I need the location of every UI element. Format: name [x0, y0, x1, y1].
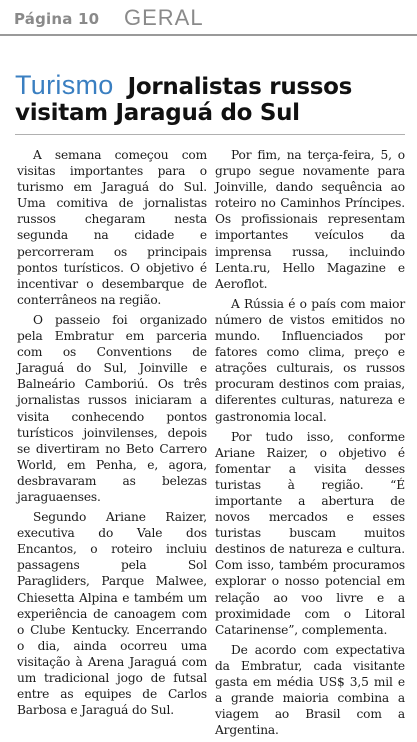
paragraph: Por fim, na terça-feira, 5, o grupo segue novamente para Joinville, dando sequência ao roteiro no Caminhos Príncipes. Os profissionais representam importantes veículos da imprensa russa, incluindo Lenta.ru, Hello Magazine e Aeroflot.	[215, 148, 405, 291]
article-title-line-1: Jornalistas russos	[127, 74, 353, 100]
article-title-line-2: visitam Jaraguá do Sul	[15, 100, 300, 126]
article-kicker: Turismo	[15, 70, 114, 100]
article-column-left	[17, 147, 207, 722]
page-number: Página 10	[14, 10, 100, 28]
article-column-right	[215, 147, 405, 742]
section-name: GERAL	[124, 5, 204, 30]
paragraph: De acordo com expectativa da Embratur, cada visitante gasta em média US$ 3,5 mil e a grande maioria combina a viagem ao Brasil com a Argentina.	[215, 642, 405, 738]
paragraph: O passeio foi organizado pela Embratur em parceria com os Conventions de Jaraguá do Sul, Joinville e Balneário Camboriú. Os três jornalistas russos iniciaram a visita conhecendo pontos turísticos joinvilenses, depois se divertiram no Beto Carrero World, em Penha, e, agora, desbravaram as belezas jaraguaenses.	[17, 312, 207, 504]
page-header	[0, 0, 417, 40]
paragraph: Por tudo isso, conforme Ariane Raizer, o objetivo é fomentar a visita desses turistas à região. “É importante a abertura de novos mercados e esses turistas buscam muitos destinos de natureza e cultura. Com isso, também procuramos explorar o nosso potencial em relação ao voo livre e a proximidade com o Litoral Catarinense”, complementa.	[215, 429, 405, 637]
header-divider	[0, 34, 417, 36]
paragraph: Segundo Ariane Raizer, executiva do Vale dos Encantos, o roteiro incluiu passagens pela Sol Paragliders, Parque Malwee, Chiesetta Alpina e também um experiência de canoagem com o Clube Kentucky. Encerrando o dia, ainda ocorreu uma visitação à Arena Jaraguá com um tradicional jogo de futsal entre as equipes de Carlos Barbosa e Jaraguá do Sul.	[17, 510, 207, 718]
title-divider	[15, 134, 405, 135]
paragraph: A Rússia é o país com maior número de vistos emitidos no mundo. Influenciados por fatores como clima, preço e atrações culturais, os russos procuram destinos com praias, diferentes culturas, natureza e gastronomia local.	[215, 296, 405, 424]
paragraph: A semana começou com visitas importantes para o turismo em Jaraguá do Sul. Uma comitiva de jornalistas russos chegaram nesta segunda na cidade e percorreram os principais pontos turísticos. O objetivo é incentivar o desembarque de conterrâneos na região.	[17, 148, 207, 307]
